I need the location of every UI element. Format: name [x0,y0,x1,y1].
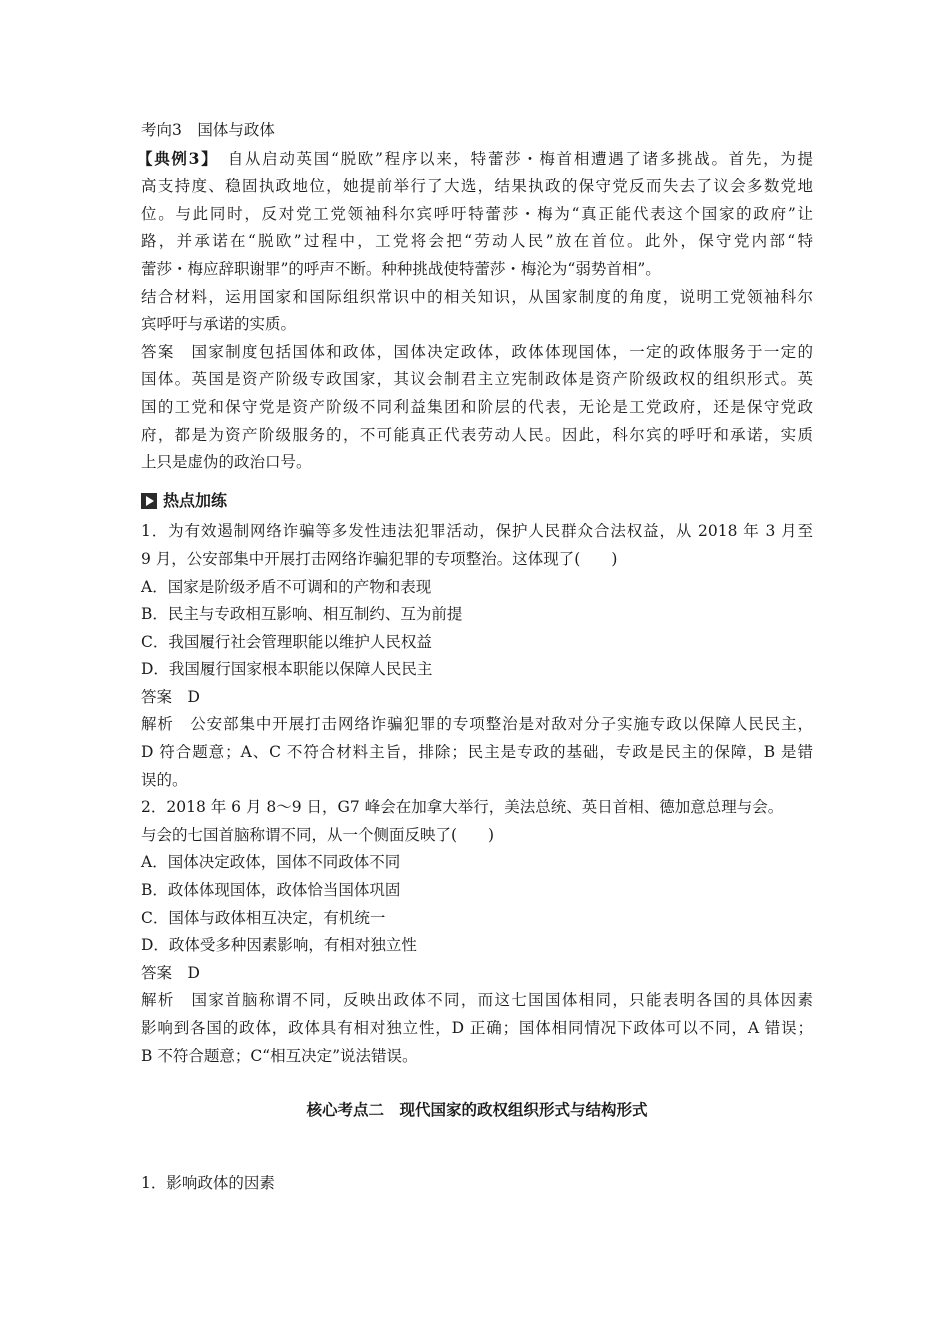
answer: 答案 D [141,963,200,982]
subsection-title: 1．影响政体的因素 [141,1173,275,1192]
question-stem-line: 1．为有效遏制网络诈骗等多发性违法犯罪活动，保护人民群众合法权益，从 2018 年 3 月至 [141,522,813,541]
question-line: 宾呼吁与承诺的实质。 [141,315,297,334]
analysis-line: D 符合题意；A、C 不符合材料主旨，排除；民主是专政的基础，专政是民主的保障，B 是错 [141,743,813,762]
option-d: D．政体受多种因素影响，有相对独立性 [141,936,417,955]
direction-title: 考向3 国体与政体 [141,121,275,139]
spacer [141,1124,813,1170]
analysis-line: 影响到各国的政体，政体具有相对独立性，D 正确；国体相同情况下政体可以不同，A 错误； [141,1019,813,1037]
option-c: C．我国履行社会管理职能以维护人民权益 [141,632,432,651]
option-a: A．国体决定政体，国体不同政体不同 [141,853,401,872]
question-line: 结合材料，运用国家和国际组织常识中的相关知识，从国家制度的角度，说明工党领袖科尔 [141,287,813,306]
example-line: 【典例3】 自从启动英国“脱欧”程序以来，特蕾莎・梅首相遭遇了诸多挑战。首先，为提 [137,148,813,168]
core-point-title: 核心考点二 现代国家的政权组织形式与结构形式 [306,1100,648,1120]
question-stem-line: 9 月，公安部集中开展打击网络诈骗犯罪的专项整治。这体现了( ) [141,549,618,568]
option-c: C．国体与政体相互决定，有机统一 [141,908,386,927]
answer-line: 府，都是为资产阶级服务的，不可能真正代表劳动人民。因此，科尔宾的呼吁和承诺，实质 [141,425,813,444]
question-2 [141,794,813,1070]
analysis-line: B 不符合题意；C“相互决定”说法错误。 [141,1046,418,1065]
option-a: A．国家是阶级矛盾不可调和的产物和表现 [141,577,432,596]
example-line: 高支持度、稳固执政地位，她提前举行了大选，结果执政的保守党反而失去了议会多数党地 [141,177,813,196]
example-question [141,284,813,339]
example-line: 路，并承诺在“脱欧”过程中，工党将会把“劳动人民”放在首位。此外，保守党内部“特 [141,232,813,251]
option-b: B．民主与专政相互影响、相互制约、互为前提 [141,605,463,624]
analysis-line: 解析 国家首脑称谓不同，反映出政体不同，而这七国国体相同，只能表明各国的具体因素 [141,991,813,1010]
practice-heading [141,487,813,515]
example-line: 蕾莎・梅应辞职谢罪”的呼声不断。种种挑战使特蕾莎・梅沦为“弱势首相”。 [141,259,661,278]
analysis-line: 解析 公安部集中开展打击网络诈骗犯罪的专项整治是对敌对分子实施专政以保障人民民主， [141,715,813,734]
answer-line: 上只是虚伪的政治口号。 [141,453,312,472]
practice-heading-label: 热点加练 [163,490,228,510]
document-page [137,117,813,1197]
answer-line: 答案 国家制度包括国体和政体，国体决定政体，政体体现国体，一定的政体服务于一定的 [141,342,813,361]
answer-line: 国的工党和保守党是资产阶级不同利益集团和阶层的代表，无论是工党政府，还是保守党政 [141,397,813,416]
answer: 答案 D [141,687,200,706]
answer-line: 国体。英国是资产阶级专政国家，其议会制君主立宪制政体是资产阶级政权的组织形式。英 [141,370,813,389]
option-b: B．政体体现国体，政体恰当国体巩固 [141,881,401,900]
example-answer [141,339,813,477]
question-1 [141,518,813,794]
question-stem-line: 与会的七国首脑称谓不同，从一个侧面反映了( ) [141,825,495,844]
example-tag: 【典例3】 [137,148,211,168]
example-block [137,145,813,284]
play-icon [141,493,157,509]
option-d: D．我国履行国家根本职能以保障人民民主 [141,660,433,679]
example-line: 位。与此同时，反对党工党领袖科尔宾呼吁特蕾莎・梅为“真正能代表这个国家的政府”让 [141,204,813,223]
question-stem-line: 2．2018 年 6 月 8～9 日，G7 峰会在加拿大举行，美法总统、英日首相、德加意总理与会。 [141,798,784,817]
analysis-line: 误的。 [141,770,188,789]
